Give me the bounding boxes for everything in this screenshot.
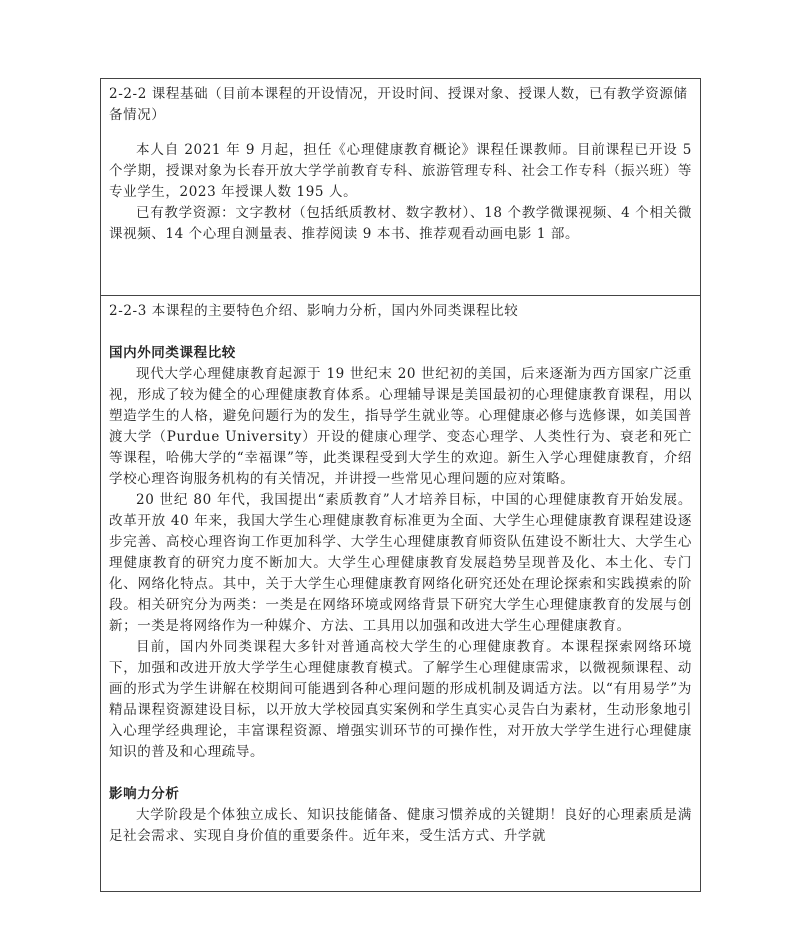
spacer: [109, 322, 692, 343]
comparison-paragraph: 20 世纪 80 年代，我国提出“素质教育”人才培养目标，中国的心理健康教育开始发展。改革开放 40 年来，我国大学生心理健康教育标准更为全面、大学生心理健康教育课程建设逐步完善、高校心理咨询工作更加科学、大学生心理健康教育师资队伍建设不断壮大、大学生心理健康教育的研究力度不断加大。大学生心理健康教育发展趋势呈现普及化、本土化、专门化、网络化特点。其中，关于大学生心理健康教育网络化研究还处在理论探索和实践摸索的阶段。相关研究分为两类：一类是在网络环境或网络背景下研究大学生心理健康教育的发展与创新；一类是将网络作为一种媒介、方法、工具用以加强和改进大学生心理健康教育。: [109, 492, 692, 634]
form-table: [100, 78, 701, 892]
teaching-resources-paragraph: 已有教学资源：文字教材（包括纸质教材、数字教材）、18 个教学微课视频、4 个相关微课视频、14 个心理自测量表、推荐阅读 9 本书、推荐观看动画电影 1 部。: [109, 205, 692, 242]
course-features-heading: 2-2-3 本课程的主要特色介绍、影响力分析，国内外同类课程比较: [109, 303, 519, 319]
course-basis-paragraph: 本人自 2021 年 9 月起，担任《心理健康教育概论》课程任课教师。目前课程已开设 5 个学期，授课对象为长春开放大学学前教育专科、旅游管理专科、社会工作专科（振兴班）等专业学生，2023 年授课人数 195 人。: [109, 142, 692, 200]
course-basis-cell: [101, 79, 700, 296]
spacer: [109, 763, 692, 784]
course-basis-heading: 2-2-2 课程基础（目前本课程的开设情况，开设时间、授课对象、授课人数，已有教学资源储备情况）: [109, 86, 688, 123]
comparison-paragraph: 目前，国内外同类课程大多针对普通高校大学生的心理健康教育。本课程探索网络环境下，加强和改进开放大学学生心理健康教育模式。了解学生心理健康需求，以微视频课程、动画的形式为学生讲解在校期间可能遇到各种心理问题的形成机制及调适方法。以“有用易学”为精品课程资源建设目标，以开放大学校园真实案例和学生真实心灵告白为素材，生动形象地引入心理学经典理论，丰富课程资源、增强实训环节的可操作性，对开放大学学生进行心理健康知识的普及和心理疏导。: [109, 639, 692, 760]
influence-paragraph: 大学阶段是个体独立成长、知识技能储备、健康习惯养成的关键期！良好的心理素质是满足社会需求、实现自身价值的重要条件。近年来，受生活方式、升学就: [109, 807, 692, 844]
influence-title: 影响力分析: [109, 786, 180, 802]
comparison-paragraph: 现代大学心理健康教育起源于 19 世纪末 20 世纪初的美国，后来逐渐为西方国家广泛重视，形成了较为健全的心理健康教育体系。心理辅导课是美国最初的心理健康教育课程，用以塑造学生的人格，避免问题行为的发生，指导学生就业等。心理健康必修与选修课，如美国普渡大学（Purdue University）开设的健康心理学、变态心理学、人类性行为、衰老和死亡等课程，哈佛大学的“幸福课”等，此类课程受到大学生的欢迎。新生入学心理健康教育，介绍学校心理咨询服务机构的有关情况，并讲授一些常见心理问题的应对策略。: [109, 366, 692, 487]
spacer: [109, 126, 692, 140]
course-features-cell: [101, 296, 700, 891]
comparison-title: 国内外同类课程比较: [109, 345, 236, 361]
